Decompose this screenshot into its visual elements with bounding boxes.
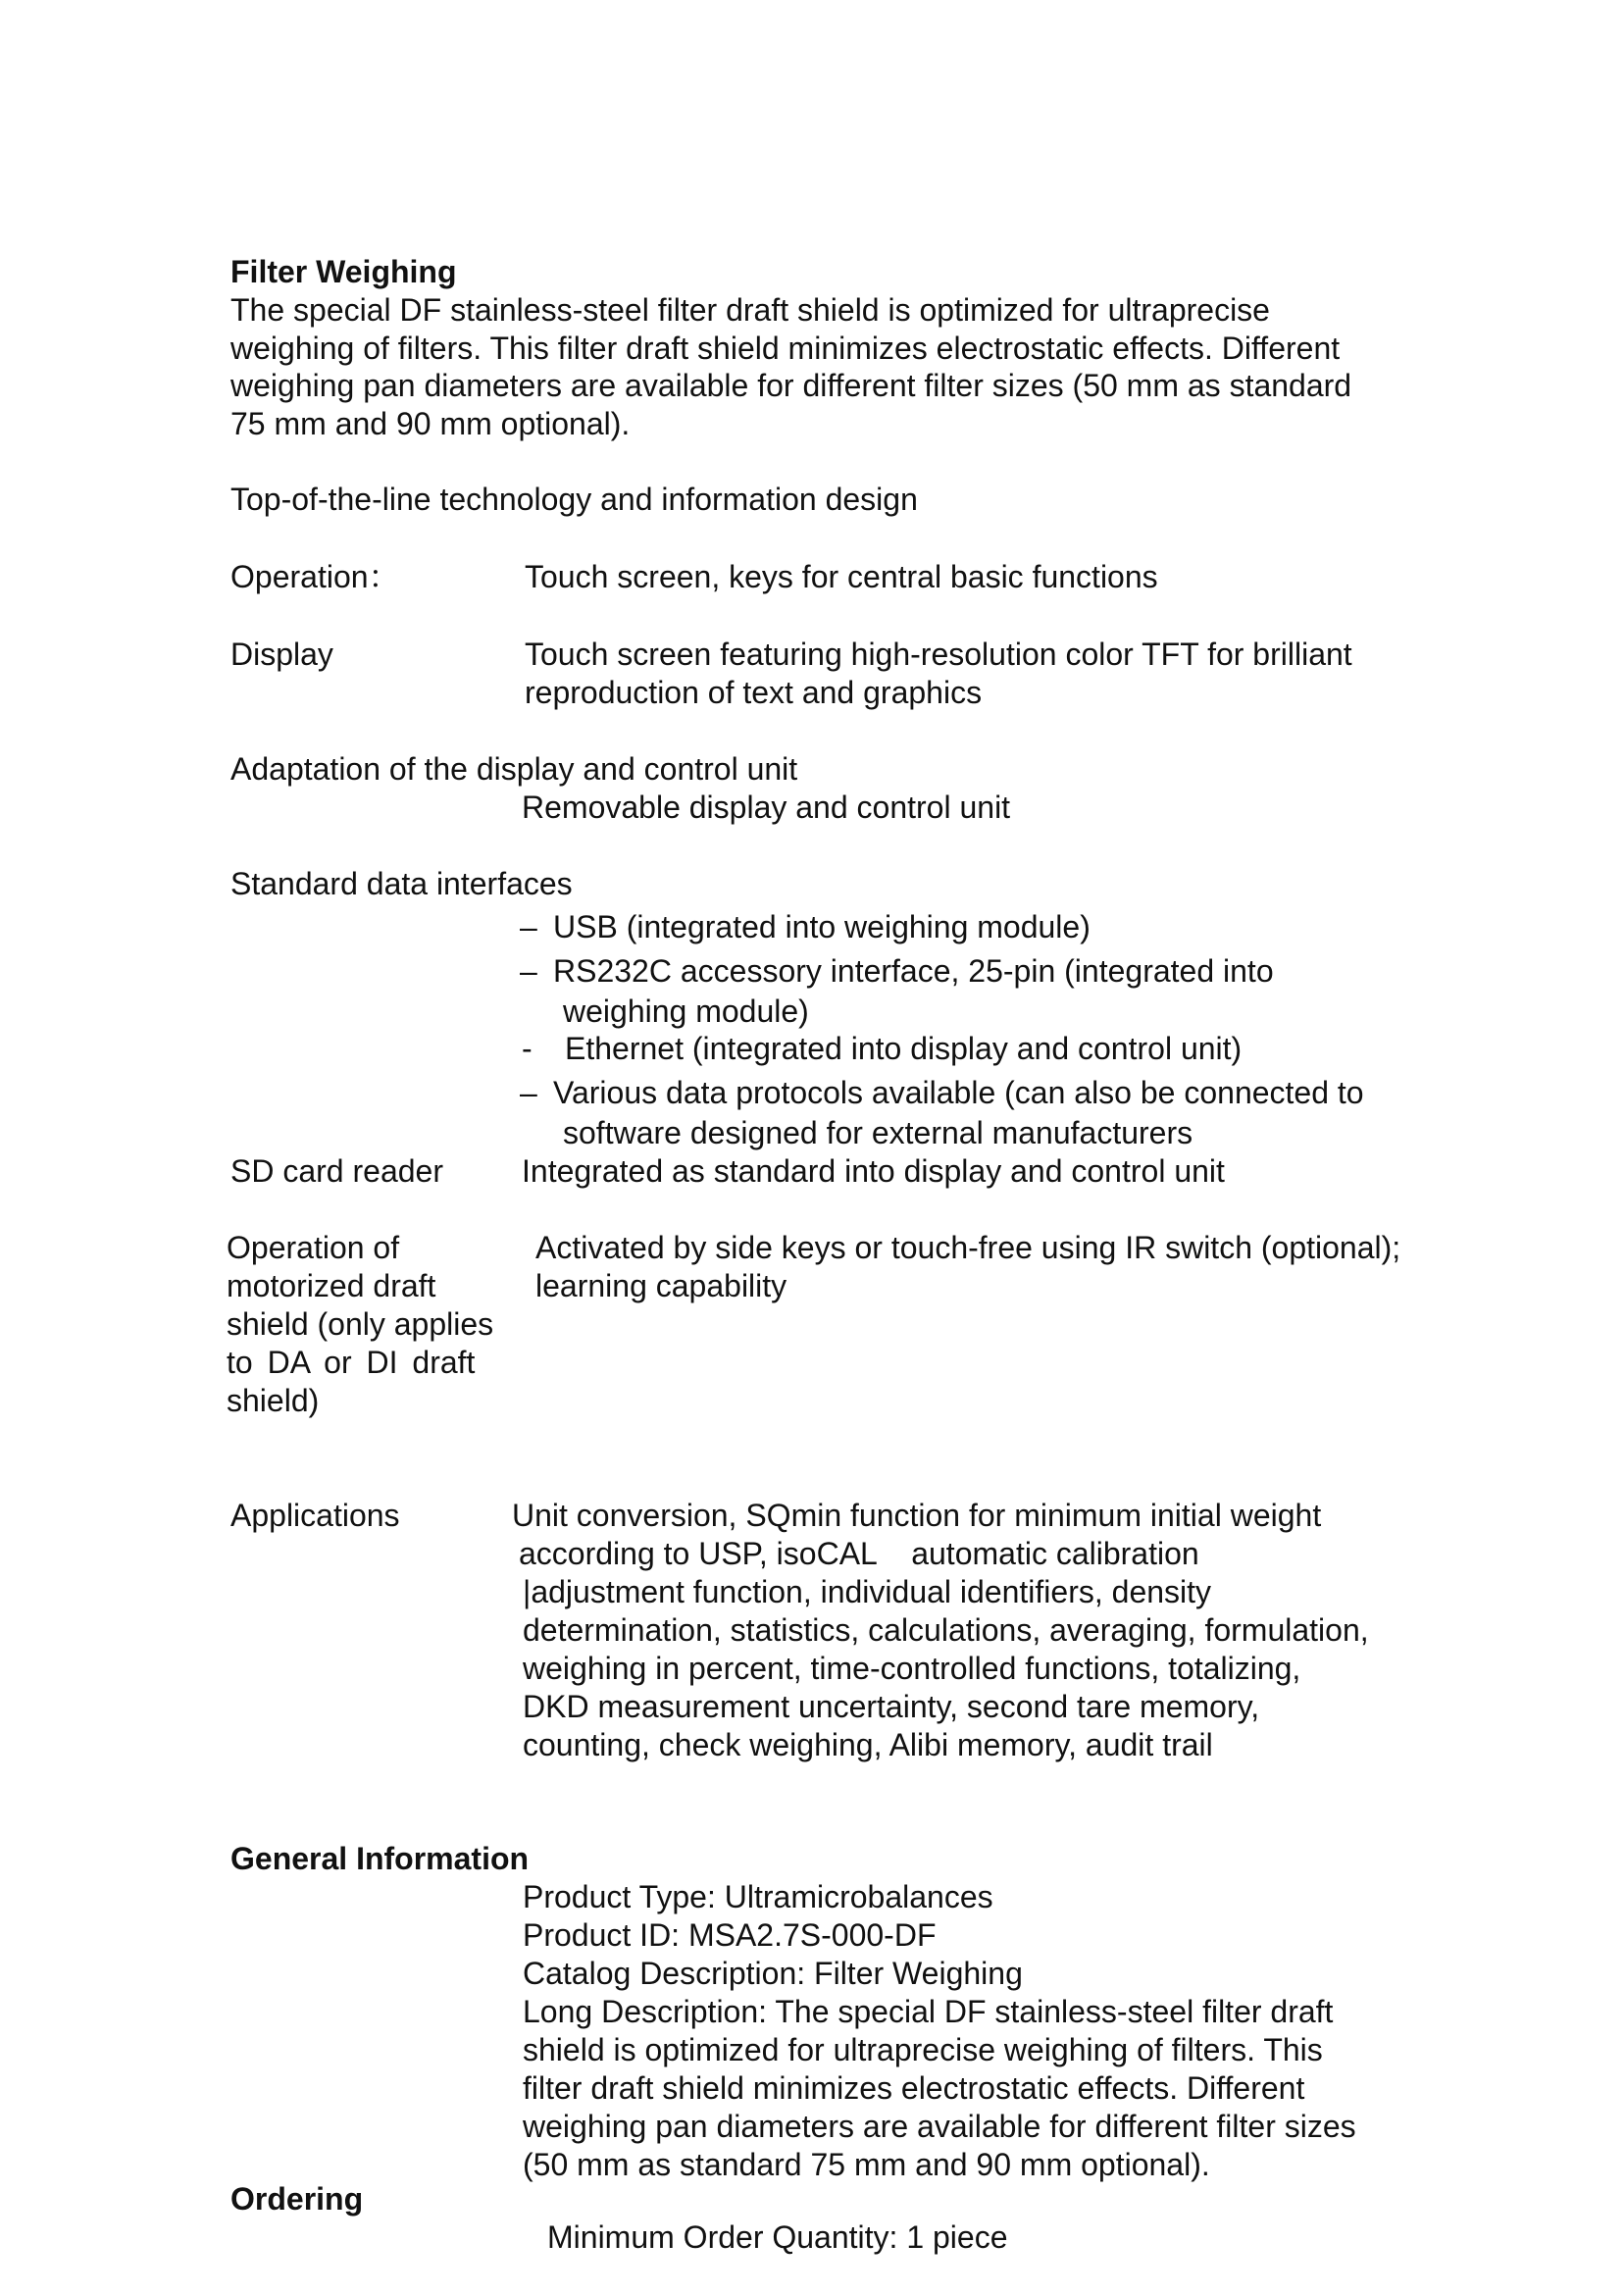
intro-line-4: 75 mm and 90 mm optional). — [230, 406, 631, 441]
interface-item-ethernet: Ethernet (integrated into display and control unit) — [565, 1031, 1243, 1066]
applications-line-1: Unit conversion, SQmin function for minimum initial weight — [512, 1498, 1322, 1533]
draft-shield-label-line-5: shield) — [227, 1383, 320, 1418]
interface-item-rs232c-line-2: weighing module) — [563, 994, 809, 1029]
list-dash: – — [520, 953, 537, 989]
display-value-line-1: Touch screen featuring high-resolution color TFT for brilliant — [525, 637, 1352, 672]
draft-shield-label-line-2: motorized draft — [227, 1268, 436, 1303]
tech-heading: Top-of-the-line technology and information design — [230, 482, 918, 517]
interface-item-protocols-line-2: software designed for external manufacturers — [563, 1115, 1193, 1150]
sd-card-label: SD card reader — [230, 1153, 443, 1189]
draft-shield-label-line-1: Operation of — [227, 1230, 400, 1265]
list-dash: – — [520, 1075, 537, 1110]
list-dash: – — [520, 909, 537, 944]
applications-label: Applications — [230, 1498, 400, 1533]
product-type: Product Type: Ultramicrobalances — [523, 1879, 993, 1914]
display-value-line-2: reproduction of text and graphics — [525, 675, 983, 710]
draft-shield-value-line-2: learning capability — [535, 1268, 787, 1303]
product-id: Product ID: MSA2.7S-000-DF — [523, 1917, 937, 1953]
draft-shield-label-line-4: to DA or DI draft — [227, 1345, 476, 1380]
catalog-description: Catalog Description: Filter Weighing — [523, 1956, 1023, 1991]
intro-line-2: weighing of filters. This filter draft shield minimizes electrostatic effects. Different — [230, 331, 1341, 366]
applications-line-2: according to USP, isoCAL automatic calibration — [519, 1536, 1199, 1571]
interface-item-rs232c-line-1: RS232C accessory interface, 25-pin (integrated into — [553, 953, 1274, 989]
general-info-heading: General Information — [230, 1841, 530, 1876]
applications-line-5: weighing in percent, time-controlled functions, totalizing, — [523, 1651, 1301, 1686]
applications-line-7: counting, check weighing, Alibi memory, audit trail — [523, 1727, 1213, 1762]
ordering-heading: Ordering — [230, 2181, 364, 2217]
intro-line-3: weighing pan diameters are available for different filter sizes (50 mm as standard — [230, 368, 1352, 403]
applications-line-6: DKD measurement uncertainty, second tare memory, — [523, 1689, 1260, 1724]
long-description-line-2: shield is optimized for ultraprecise weighing of filters. This — [523, 2032, 1323, 2067]
intro-line-1: The special DF stainless-steel filter draft shield is optimized for ultraprecise — [230, 292, 1270, 328]
long-description-line-4: weighing pan diameters are available for different filter sizes — [523, 2109, 1356, 2144]
interface-item-usb: USB (integrated into weighing module) — [553, 909, 1091, 944]
long-description-line-3: filter draft shield minimizes electrostatic effects. Different — [523, 2070, 1305, 2106]
interfaces-label: Standard data interfaces — [230, 866, 573, 901]
applications-line-3: |adjustment function, individual identifiers, density — [523, 1574, 1212, 1609]
interface-item-protocols-line-1: Various data protocols available (can also be connected to — [553, 1075, 1364, 1110]
draft-shield-value-line-1: Activated by side keys or touch-free using IR switch (optional); — [535, 1230, 1401, 1265]
filter-weighing-heading: Filter Weighing — [230, 254, 457, 289]
display-label: Display — [230, 637, 333, 672]
adaptation-value: Removable display and control unit — [522, 790, 1011, 825]
minimum-order-quantity: Minimum Order Quantity: 1 piece — [547, 2219, 1008, 2255]
long-description-line-1: Long Description: The special DF stainless-steel filter draft — [523, 1994, 1334, 2029]
operation-label: Operation： — [230, 559, 400, 594]
adaptation-label: Adaptation of the display and control unit — [230, 751, 798, 787]
operation-value: Touch screen, keys for central basic functions — [525, 559, 1158, 594]
sd-card-value: Integrated as standard into display and control unit — [522, 1153, 1225, 1189]
draft-shield-label-line-3: shield (only applies — [227, 1306, 494, 1342]
list-hyphen: - — [522, 1031, 533, 1066]
applications-line-4: determination, statistics, calculations, averaging, formulation, — [523, 1612, 1369, 1648]
long-description-line-5: (50 mm as standard 75 mm and 90 mm optional). — [523, 2147, 1210, 2182]
